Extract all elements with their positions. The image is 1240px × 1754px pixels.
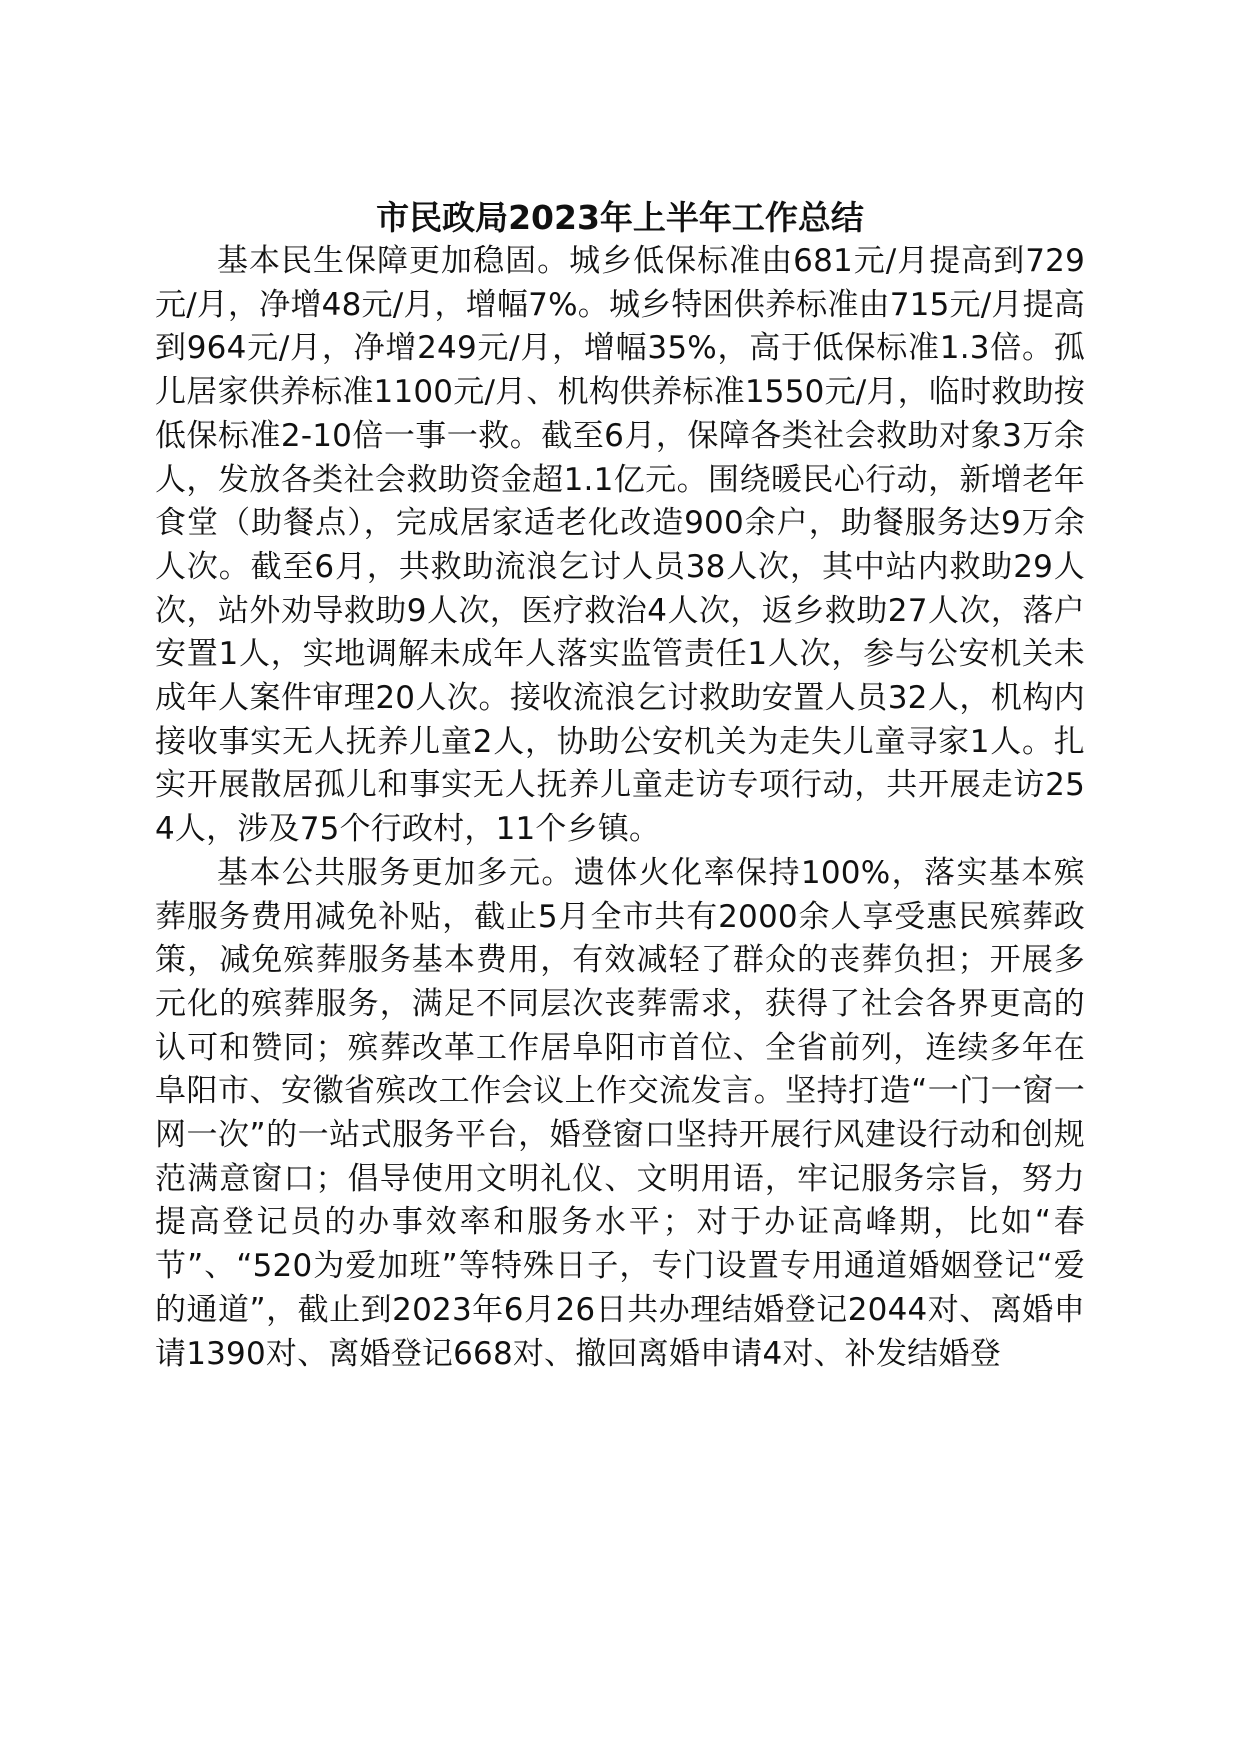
document-title: 市民政局2023年上半年工作总结 [376, 198, 864, 237]
paragraph-basic-livelihood: 基本民生保障更加稳固。城乡低保标准由681元/月提高到729元/月，净增48元/月，增幅7%。城乡特困供养标准由715元/月提高到964元/月，净增249元/月，增幅35%，高于低保标准1.3倍。孤儿居家供养标准1100元/月、机构供养标准1550元/月，临时救助按低保标准2-10倍一事一救。截至6月，保障各类社会救助对象3万余人，发放各类社会救助资金超1.1亿元。围绕暖民心行动，新增老年食堂（助餐点），完成居家适老化改造900余户，助餐服务达9万余人次。截至6月，共救助流浪乞讨人员38人次，其中站内救助29人次，站外劝导救助9人次，医疗救治4人次，返乡救助27人次，落户安置1人，实地调解未成年人落实监管责任1人次，参与公安机关未成年人案件审理20人次。接收流浪乞讨救助安置人员32人，机构内接收事实无人抚养儿童2人，协助公安机关为走失儿童寻家1人。扎实开展散居孤儿和事实无人抚养儿童走访专项行动，共开展走访254人，涉及75个行政村，11个乡镇。 [155, 243, 1085, 848]
paragraph-public-services: 基本公共服务更加多元。遗体火化率保持100%，落实基本殡葬服务费用减免补贴，截止5月全市共有2000余人享受惠民殡葬政策，减免殡葬服务基本费用，有效减轻了群众的丧葬负担；开展多元化的殡葬服务，满足不同层次丧葬需求，获得了社会各界更高的认可和赞同；殡葬改革工作居阜阳市首位、全省前列，连续多年在阜阳市、安徽省殡改工作会议上作交流发言。坚持打造“一门一窗一网一次”的一站式服务平台，婚登窗口坚持开展行风建设行动和创规范满意窗口；倡导使用文明礼仪、文明用语，牢记服务宗旨，努力提高登记员的办事效率和服务水平；对于办证高峰期，比如“春节”、“520为爱加班”等特殊日子，专门设置专用通道婚姻登记“爱的通道”，截止到2023年6月26日共办理结婚登记2044对、离婚申请1390对、离婚登记668对、撤回离婚申请4对、补发结婚登 [155, 854, 1085, 1372]
document-body [155, 240, 1085, 1376]
